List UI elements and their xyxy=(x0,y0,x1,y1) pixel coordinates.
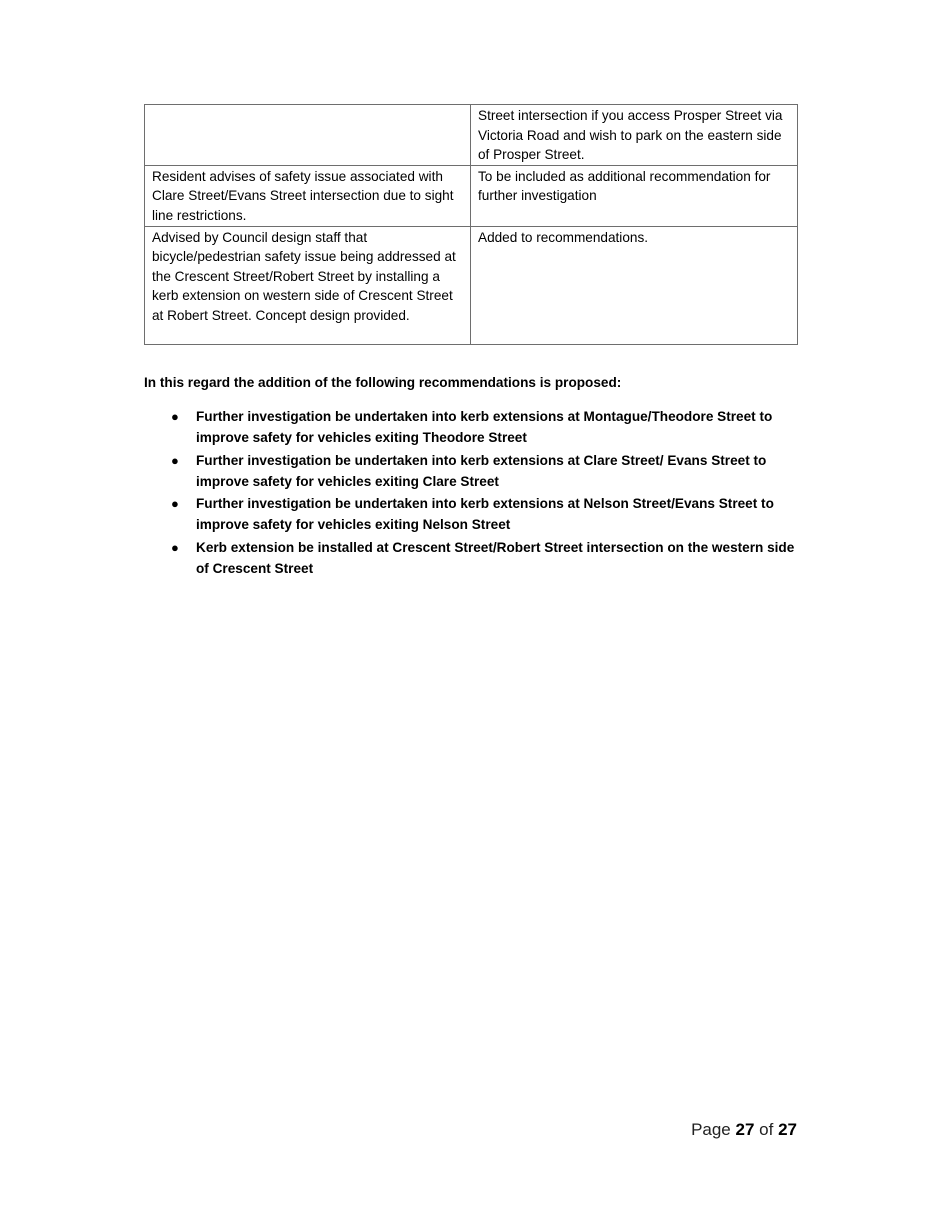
total-pages-number: 27 xyxy=(778,1120,797,1139)
table-cell-issue: Resident advises of safety issue associated with Clare Street/Evans Street intersection due to sight line restrictions. xyxy=(145,165,471,226)
page-number-footer xyxy=(691,1118,797,1142)
list-item xyxy=(171,537,806,579)
list-item xyxy=(171,406,806,448)
proposal-heading: In this regard the addition of the following recommendations is proposed: xyxy=(144,375,622,390)
bullet-icon: ● xyxy=(171,452,179,468)
table-cell-response: Street intersection if you access Prosper Street via Victoria Road and wish to park on the eastern side of Prosper Street. xyxy=(471,105,798,166)
bullet-icon: ● xyxy=(171,496,179,511)
recommendation-text: Kerb extension be installed at Crescent Street/Robert Street intersection on the western side of Crescent Street xyxy=(196,539,795,576)
list-item xyxy=(171,450,806,492)
list-item xyxy=(171,493,806,535)
recommendation-text: Further investigation be undertaken into kerb extensions at Montague/Theodore Street to improve safety for vehicles exiting Theodore Street xyxy=(196,409,773,445)
issues-table xyxy=(144,104,798,345)
table-cell-issue: Advised by Council design staff that bicycle/pedestrian safety issue being addressed at the Crescent Street/Robert Street by installing a kerb extension on western side of Crescent Street at Robert Street. Concept design provided. xyxy=(145,226,471,344)
of-word: of xyxy=(759,1120,774,1139)
table-cell-response: To be included as additional recommendation for further investigation xyxy=(471,165,798,226)
table-row xyxy=(145,226,798,344)
recommendation-text: Further investigation be undertaken into kerb extensions at Clare Street/ Evans Street to improve safety for vehicles exiting Clare Street xyxy=(196,452,767,489)
table-cell-response: Added to recommendations. xyxy=(471,226,798,344)
recommendation-text: Further investigation be undertaken into kerb extensions at Nelson Street/Evans Street to improve safety for vehicles exiting Nelson Street xyxy=(196,496,774,532)
table-row xyxy=(145,165,798,226)
table-row xyxy=(145,105,798,166)
table-cell-issue xyxy=(145,105,471,166)
bullet-icon: ● xyxy=(171,409,179,424)
page-word: Page xyxy=(691,1120,731,1139)
current-page-number: 27 xyxy=(735,1120,755,1139)
bullet-icon: ● xyxy=(171,539,179,555)
recommendations-list xyxy=(171,406,806,580)
